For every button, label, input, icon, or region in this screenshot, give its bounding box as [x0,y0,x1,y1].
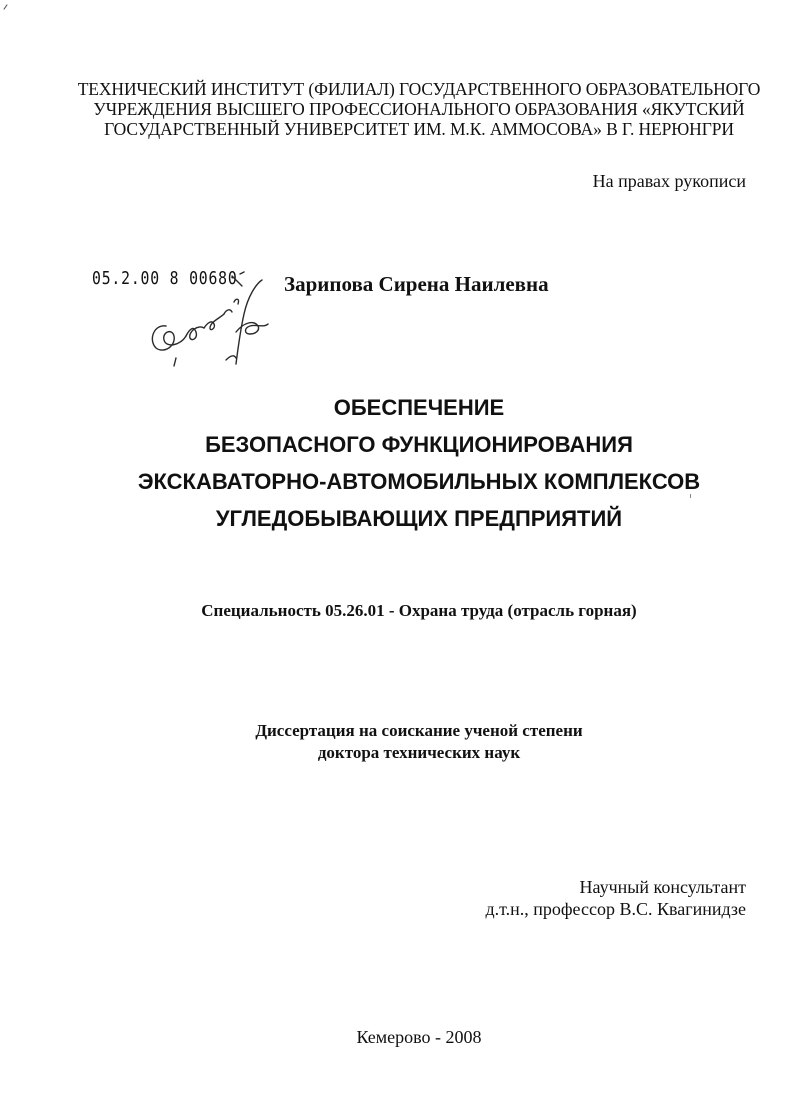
institute-header [60,79,778,139]
handwritten-signature-icon [140,262,280,372]
specialty-line: Специальность 05.26.01 - Охрана труда (отрасль горная) [201,601,637,620]
consultant-line-1: Научный консультант [579,877,746,897]
dissertation-title [80,389,758,537]
title-line-2: БЕЗОПАСНОГО ФУНКЦИОНИРОВАНИЯ [205,432,633,457]
inventory-number: 05.2.00 8 00680 [92,268,238,289]
degree-statement [60,720,778,764]
city-year: Кемерово - 2008 [356,1027,482,1047]
title-line-1: ОБЕСПЕЧЕНИЕ [333,395,505,420]
author-name: Зарипова Сирена Наилевна [284,272,549,296]
degree-line-1: Диссертация на соискание ученой степени [255,721,583,740]
title-line-3: ЭКСКАВАТОРНО-АВТОМОБИЛЬНЫХ КОМПЛЕКСОВ [137,469,701,494]
institute-line-1: ТЕХНИЧЕСКИЙ ИНСТИТУТ (ФИЛИАЛ) ГОСУДАРСТВЕННОГО ОБРАЗОВАТЕЛЬНОГО [77,79,761,99]
scientific-consultant [485,876,746,920]
degree-line-2: доктора технических наук [317,743,521,762]
manuscript-note: На правах рукописи [592,171,746,191]
title-line-4: УГЛЕДОБЫВАЮЩИХ ПРЕДПРИЯТИЙ [215,506,623,531]
institute-line-2: УЧРЕЖДЕНИЯ ВЫСШЕГО ПРОФЕССИОНАЛЬНОГО ОБРАЗОВАНИЯ «ЯКУТСКИЙ [93,99,745,119]
scan-speck [690,494,691,498]
consultant-line-2: д.т.н., профессор В.С. Квагинидзе [485,899,746,919]
institute-line-3: ГОСУДАРСТВЕННЫЙ УНИВЕРСИТЕТ ИМ. М.К. АММОСОВА» В Г. НЕРЮНГРИ [104,119,734,139]
scan-speck [3,4,7,9]
